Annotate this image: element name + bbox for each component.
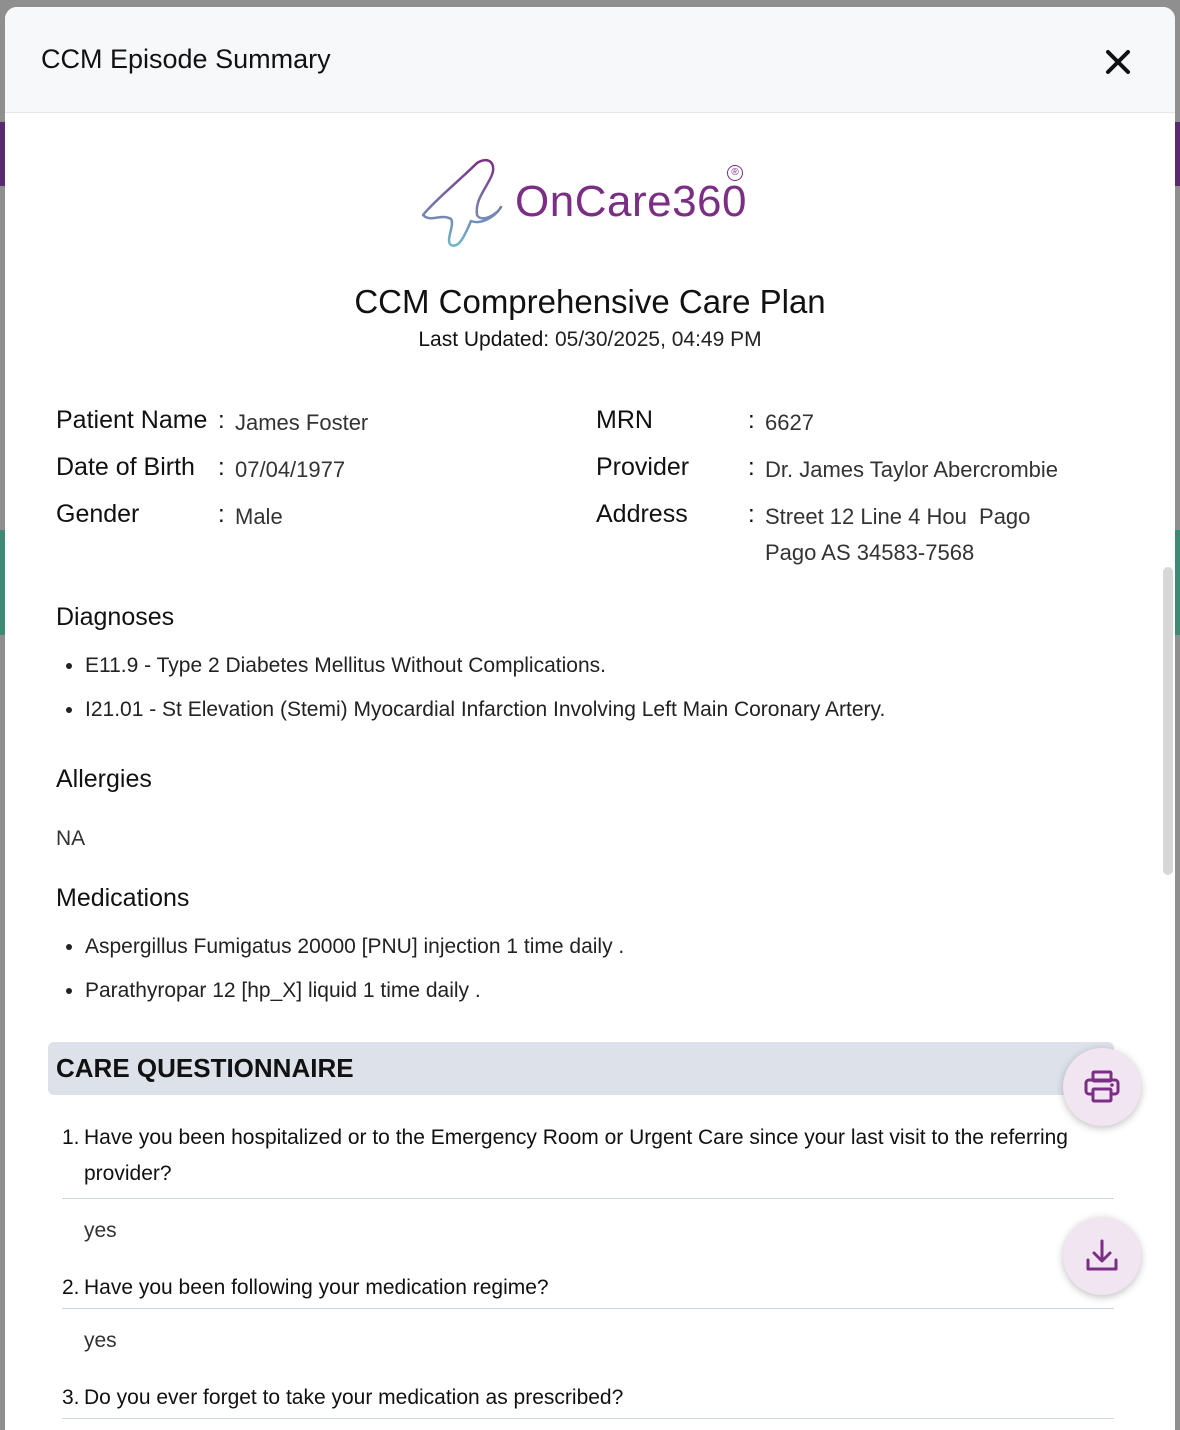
patient-name-value: James Foster <box>235 410 369 435</box>
date-of-birth-value: 07/04/1977 <box>235 457 346 482</box>
address-value-line1: Street 12 Line 4 Hou Pago <box>765 504 1031 529</box>
provider-label: Provider <box>596 453 690 481</box>
separator: : <box>748 407 755 434</box>
divider <box>62 1418 1114 1419</box>
separator: : <box>218 407 225 434</box>
divider <box>62 1198 1114 1199</box>
question-1 <box>62 1120 1112 1192</box>
medications-list <box>56 932 624 1020</box>
question-text: Have you been following your medication regime? <box>84 1276 549 1299</box>
question-2 <box>62 1270 1112 1306</box>
patient-name-label: Patient Name <box>56 406 208 434</box>
separator: : <box>748 454 755 481</box>
diagnoses-list <box>56 651 885 739</box>
list-item: • Parathyropar 12 [hp_X] liquid 1 time daily . <box>85 976 624 1020</box>
care-questionnaire-header <box>48 1042 1114 1095</box>
answer-2: yes <box>84 1329 117 1352</box>
care-plan-title: CCM Comprehensive Care Plan <box>354 283 826 320</box>
question-text: Do you ever forget to take your medication as prescribed? <box>84 1386 624 1409</box>
brand-name: OnCare360 <box>515 177 747 226</box>
last-updated-value: 05/30/2025, 04:49 PM <box>554 328 762 351</box>
registered-mark: ® <box>727 165 743 181</box>
allergies-heading: Allergies <box>56 765 152 793</box>
modal-title: CCM Episode Summary <box>41 44 331 74</box>
allergies-value: NA <box>56 827 86 850</box>
download-icon <box>1082 1236 1122 1276</box>
printer-icon <box>1082 1067 1122 1107</box>
mrn-value: 6627 <box>765 410 814 435</box>
address-label: Address <box>596 500 688 528</box>
question-number: 2. <box>62 1276 80 1299</box>
episode-summary-modal <box>5 7 1175 1430</box>
close-button[interactable] <box>1103 47 1133 77</box>
date-of-birth-label: Date of Birth <box>56 453 195 481</box>
print-button[interactable] <box>1063 1048 1141 1126</box>
question-number: 3. <box>62 1386 80 1409</box>
answer-1: yes <box>84 1219 117 1242</box>
close-icon <box>1103 47 1133 77</box>
mrn-label: MRN <box>596 406 653 434</box>
last-updated-label: Last Updated: <box>418 328 550 351</box>
last-updated <box>5 328 1175 352</box>
question-number: 1. <box>62 1126 80 1149</box>
download-button[interactable] <box>1063 1217 1141 1295</box>
question-text: Have you been hospitalized or to the Emergency Room or Urgent Care since your last visit to the referring provider? <box>84 1126 1068 1185</box>
modal-header <box>5 7 1175 113</box>
provider-value: Dr. James Taylor Abercrombie <box>765 457 1059 482</box>
background-panel-right <box>1175 530 1180 635</box>
separator: : <box>218 454 225 481</box>
diagnoses-heading: Diagnoses <box>56 603 175 631</box>
divider <box>62 1308 1114 1309</box>
list-item: • I21.01 - St Elevation (Stemi) Myocardial Infarction Involving Left Main Coronary Artery. <box>85 695 885 739</box>
gender-label: Gender <box>56 500 140 528</box>
background-header-strip-right <box>1175 122 1180 186</box>
question-3 <box>62 1380 1112 1416</box>
address-value-line2: Pago AS 34583-7568 <box>765 540 975 565</box>
care-questionnaire-title: CARE QUESTIONNAIRE <box>56 1053 354 1083</box>
medications-heading: Medications <box>56 884 190 912</box>
gender-value: Male <box>235 504 283 529</box>
scrollbar-thumb[interactable] <box>1163 567 1173 875</box>
list-item: • E11.9 - Type 2 Diabetes Mellitus Without Complications. <box>85 651 885 695</box>
brand-swirl-icon <box>415 155 515 255</box>
separator: : <box>218 501 225 528</box>
oncare360-logo <box>415 155 755 255</box>
list-item: • Aspergillus Fumigatus 20000 [PNU] injection 1 time daily . <box>85 932 624 976</box>
separator: : <box>748 501 755 528</box>
